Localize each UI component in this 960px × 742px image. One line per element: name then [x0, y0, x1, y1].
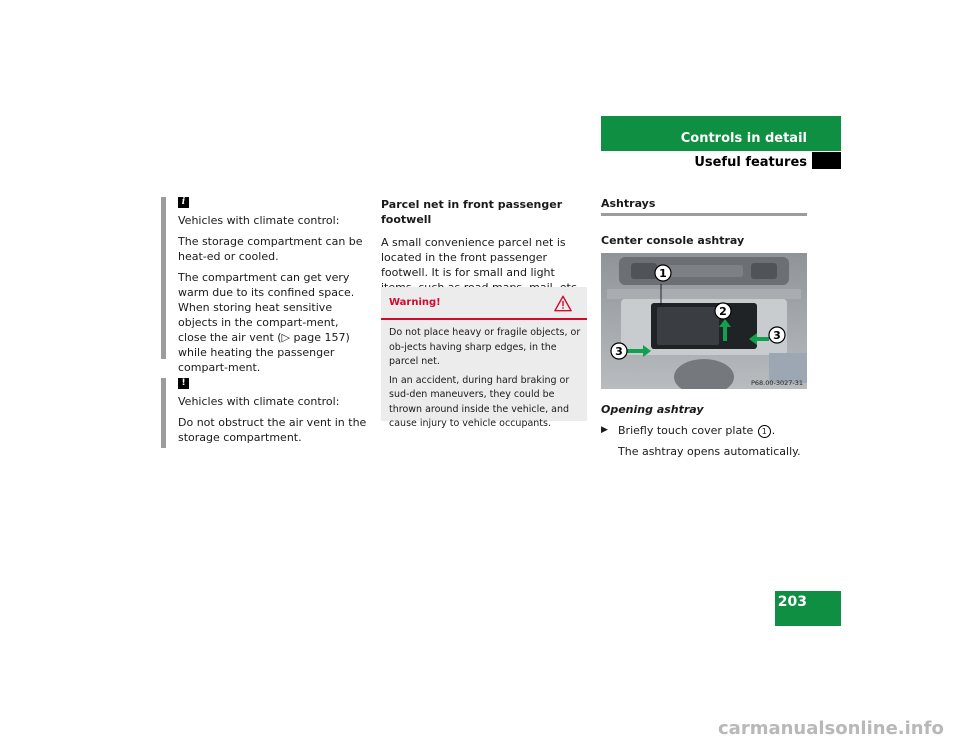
photo-callout-3-right: 3 [773, 329, 781, 342]
opening-ashtray-title: Opening ashtray [601, 403, 704, 416]
warning-header [381, 287, 587, 320]
info-note-line-3: The compartment can get very warm due to its confined space. When storing heat sensitive objects in the compart-ment, close the air vent (▷ page 157) while heating the passenger compart-ment. [178, 271, 355, 374]
section-title: Useful features [694, 155, 807, 170]
step-callout: 1 [758, 425, 771, 438]
watermark: carmanualsonline.info [718, 718, 944, 739]
exclamation-icon: ! [178, 378, 189, 389]
caution-note-line-2: Do not obstruct the air vent in the storage compartment. [178, 416, 367, 444]
warning-label: Warning! [389, 297, 441, 308]
photo-callout-2: 2 [719, 305, 727, 318]
warning-line-2: In an accident, during hard braking or sud-den maneuvers, they could be thrown around inside the vehicle, and cause injury to vehicle occupants. [389, 374, 570, 429]
parcel-net-section [381, 197, 587, 301]
parcel-net-body: A small convenience parcel net is located in the front passenger footwell. It is for small and light [381, 236, 566, 279]
opening-step [601, 423, 807, 438]
step-text: Briefly touch cover plate [618, 424, 754, 437]
section-marker [812, 152, 841, 169]
info-note-line-2: The storage compartment can be heat-ed or cooled. [178, 235, 363, 263]
parcel-net-title: Parcel net in front passenger footwell [381, 198, 563, 226]
center-console-ashtray-title: Center console ashtray [601, 234, 745, 247]
step-result: The ashtray opens automatically. [618, 445, 801, 458]
page-number-box [775, 591, 841, 626]
step-end: . [771, 424, 776, 437]
warning-triangle-icon [554, 295, 572, 312]
info-icon: i [178, 197, 189, 208]
page-number: 203 [777, 594, 807, 610]
bullet-arrow-icon: ▶ [601, 425, 608, 435]
info-note-line-1: Vehicles with climate control: [178, 214, 340, 227]
caution-note [161, 378, 370, 448]
ashtray-photo [601, 253, 807, 389]
info-note [161, 197, 370, 374]
photo-callout-3-left: 3 [615, 345, 623, 358]
photo-callout-1: 1 [659, 267, 667, 280]
caution-note-line-1: Vehicles with climate control: [178, 395, 340, 408]
ashtrays-title: Ashtrays [601, 197, 807, 216]
photo-code: P68.00-3027-31 [750, 379, 803, 387]
chapter-title: Controls in detail [680, 131, 807, 146]
warning-box [381, 287, 587, 429]
warning-line-1: Do not place heavy or fragile objects, or ob-jects having sharp edges, in the parcel net. [389, 327, 581, 367]
ashtrays-section [601, 197, 807, 458]
